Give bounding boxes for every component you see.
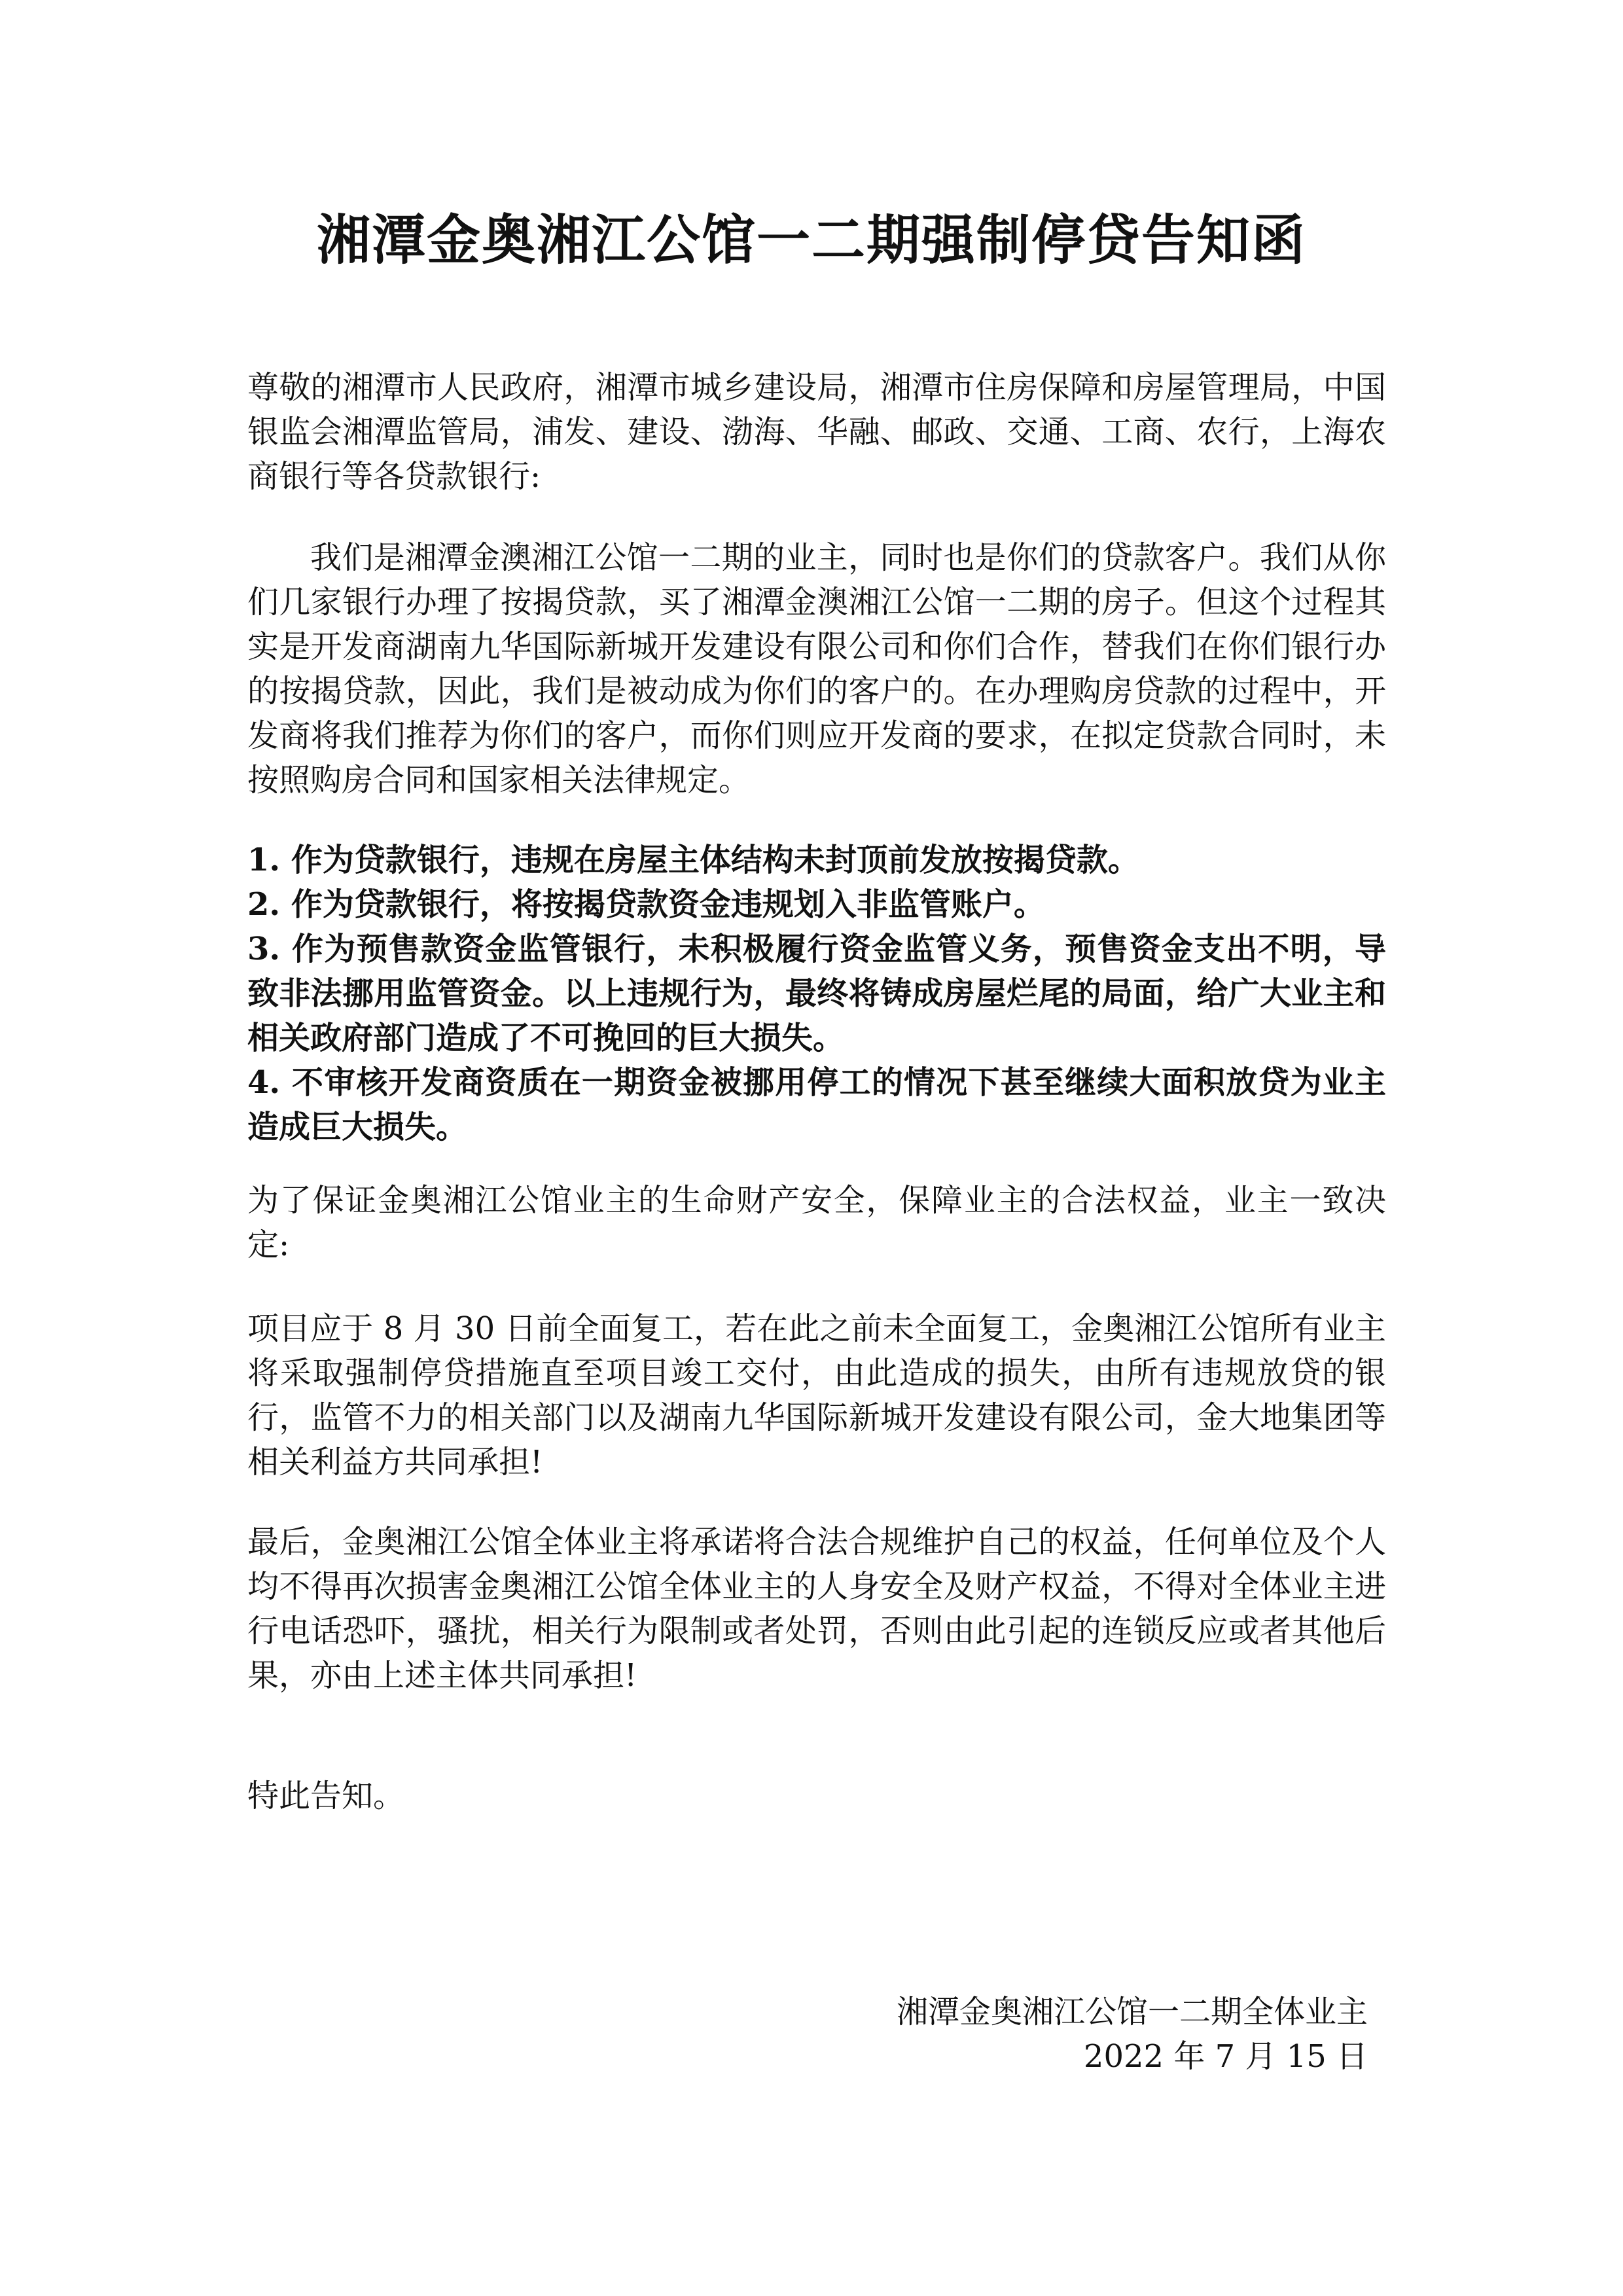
- decision-intro-paragraph: [247, 1178, 1386, 1267]
- notice-text: 特此告知。: [247, 1778, 405, 1814]
- intro-text: 我们是湘潭金澳湘江公馆一二期的业主，同时也是你们的贷款客户。我们从你们几家银行办理了按揭贷款，买了湘潭金澳湘江公馆一二期的房子。但这个过程其实是开发商湖南九华国际新城开发建设有限公司和你们合作，替我们在你们银行办的按揭贷款，因此，我们是被动成为你们的客户的。在办理购房贷款的过程中，开发商将我们推荐为你们的客户，而你们则应开发商的要求，在拟定贷款合同时，未按照购房合同和国家相关法律规定。: [247, 539, 1386, 798]
- violations-list: [247, 838, 1386, 1149]
- salutation-paragraph: [247, 365, 1386, 499]
- signature-date: 2022 年 7 月 15 日: [1083, 2038, 1368, 2075]
- violation-item: 1. 作为贷款银行，违规在房屋主体结构未封顶前发放按揭贷款。: [247, 842, 1139, 878]
- closing-text: 最后，金奥湘江公馆全体业主将承诺将合法合规维护自己的权益，任何单位及个人均不得再次损害金奥湘江公馆全体业主的人身安全及财产权益，不得对全体业主进行电话恐吓，骚扰，相关行为限制或者处罚，否则由此引起的连锁反应或者其他后果，亦由上述主体共同承担!: [247, 1524, 1386, 1694]
- decision-intro-text: 为了保证金奥湘江公馆业主的生命财产安全，保障业主的合法权益，业主一致决定:: [247, 1182, 1386, 1263]
- salutation-text: 尊敬的湘潭市人民政府，湘潭市城乡建设局，湘潭市住房保障和房屋管理局，中国银监会湘潭监管局，浦发、建设、渤海、华融、邮政、交通、工商、农行，上海农商银行等各贷款银行:: [247, 369, 1386, 495]
- closing-paragraph: [247, 1520, 1386, 1698]
- notice-paragraph: [247, 1774, 1386, 1818]
- signature-text: 湘潭金奥湘江公馆一二期全体业主: [896, 1994, 1368, 2030]
- decision-paragraph: [247, 1306, 1386, 1484]
- violation-item: 2. 作为贷款银行，将按揭贷款资金违规划入非监管账户。: [247, 886, 1045, 923]
- violation-item: 4. 不审核开发商资质在一期资金被挪用停工的情况下甚至继续大面积放贷为业主造成巨大损失。: [247, 1064, 1386, 1145]
- document-title: 湘潭金奥湘江公馆一二期强制停贷告知函: [316, 209, 1306, 272]
- intro-paragraph: [247, 535, 1386, 802]
- violation-item: 3. 作为预售款资金监管银行，未积极履行资金监管义务，预售资金支出不明，导致非法挪用监管资金。以上违规行为，最终将铸成房屋烂尾的局面，给广大业主和相关政府部门造成了不可挽回的巨大损失。: [247, 931, 1386, 1056]
- signature-block: [897, 1990, 1368, 2079]
- decision-text: 项目应于 8 月 30 日前全面复工，若在此之前未全面复工，金奥湘江公馆所有业主将采取强制停贷措施直至项目竣工交付，由此造成的损失，由所有违规放贷的银行，监管不力的相关部门以及湖南九华国际新城开发建设有限公司，金大地集团等相关利益方共同承担!: [247, 1310, 1386, 1480]
